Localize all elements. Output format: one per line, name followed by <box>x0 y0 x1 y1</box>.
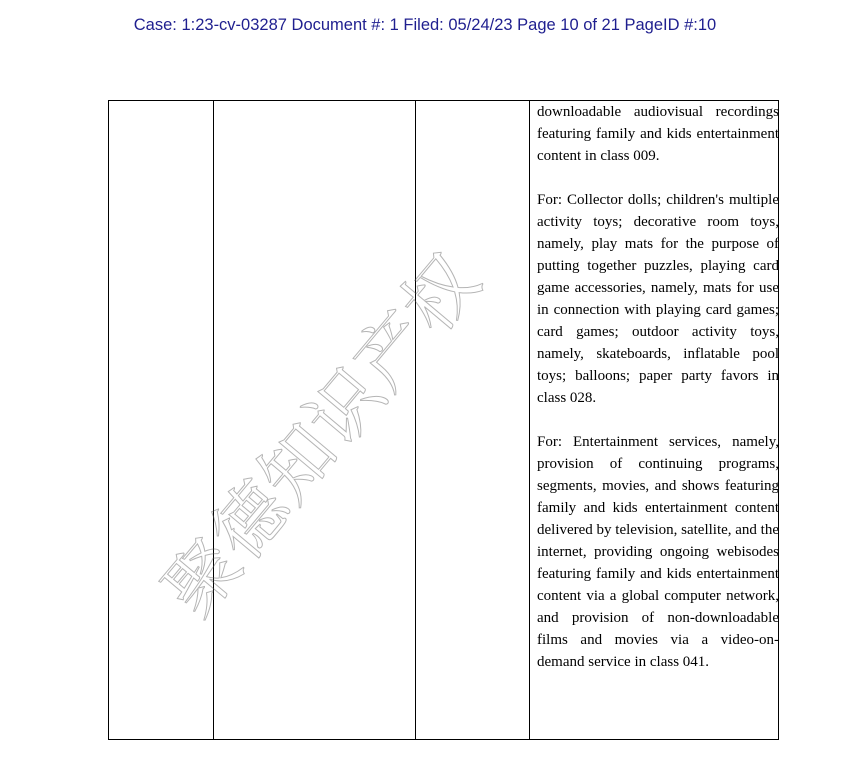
column-divider <box>415 101 416 739</box>
goods-services-table <box>108 100 779 740</box>
watermark-text: 聚德知识产权 <box>147 237 498 632</box>
case-header: Case: 1:23-cv-03287 Document #: 1 Filed: 05/24/23 Page 10 of 21 PageID #:10 <box>133 16 717 34</box>
column-divider <box>529 101 530 739</box>
paragraph-class-028: For: Collector dolls; children's multiple activity toys; decorative room toys, namely, play mats for the purpose of putting together puzzles, playing card game accessories, namely, mats for use in connection with playing card games; card games; outdoor activity toys, namely, skateboards, inflatable pool toys; balloons; paper party favors in class 028. <box>537 192 779 406</box>
paragraph-class-041: For: Entertainment services, namely, provision of continuing programs, segments, movies, and shows featuring family and kids entertainment content delivered by television, satellite, and the internet, providing ongoing webisodes featuring family and kids entertainment content via a global computer network, and provision of non-downloadable films and movies via a video-on-demand service in class 041. <box>537 434 780 670</box>
column-divider <box>213 101 214 739</box>
goods-services-cell <box>537 101 779 673</box>
paragraph-class-009: downloadable audiovisual recordings featuring family and kids entertainment content in class 009. <box>537 104 779 164</box>
